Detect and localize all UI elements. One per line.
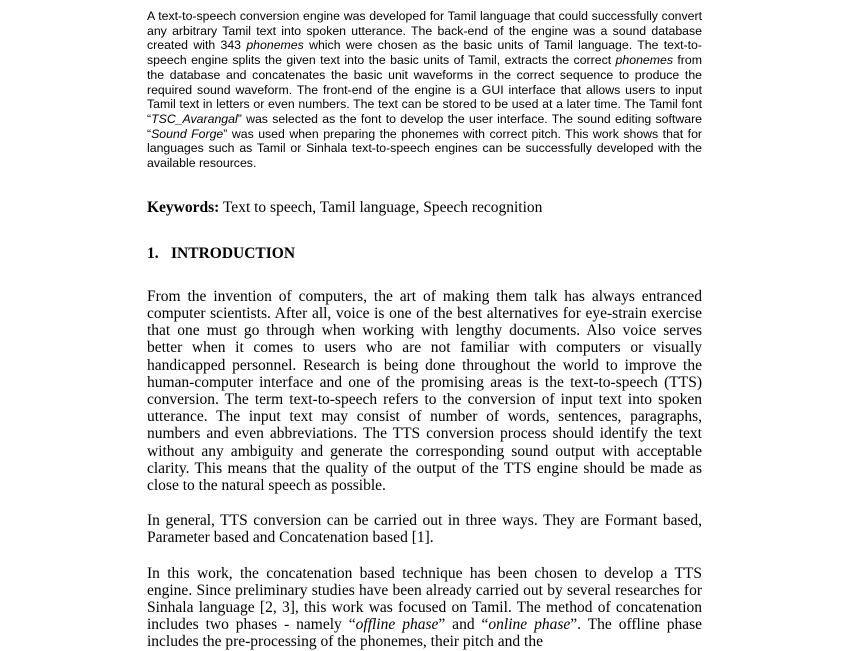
intro-paragraph-1: From the invention of computers, the art of making them talk has always entranced computer scientists. After all, voice is one of the best alternatives for eye-strain exercise that one must go through when working with lengthy documents. Also voice serves better when it comes to users who are not familiar with computers or visually handicapped personnel. Research is being done throughout the world to improve the human-computer interface and one of the promising areas is the text-to-speech (TTS) conversion. The term text-to-speech refers to the conversion of input text into spoken utterance. The input text may consist of number of words, sentences, paragraphs, numbers and even abbreviations. The TTS conversion process should identify the text without any ambiguity and generate the corresponding sound output with acceptable clarity. This means that the quality of the output of the TTS engine should be made as close to the natural speech as possible. [147, 287, 702, 494]
term-online-phase: online phase [488, 616, 571, 634]
keywords-text: Text to speech, Tamil language, Speech recognition [219, 198, 543, 216]
section-title: INTRODUCTION [171, 244, 296, 262]
intro-paragraph-2: In general, TTS conversion can be carried out in three ways. They are Formant based, Parameter based and Concatenation based [1]. [147, 512, 702, 547]
term-offline-phase: offline phase [355, 616, 439, 634]
paper-page [147, 9, 702, 651]
abstract-term-software: Sound Forge [151, 126, 224, 141]
abstract-text-4: ” was selected as the font to develop the user interface. The sound editing software “ [147, 111, 702, 141]
abstract-text-5: ” was used when preparing the phonemes with correct pitch. This work shows that for languages such as Tamil or Sinhala text-to-speech engines can be successfully developed with the available resources. [147, 126, 703, 171]
paragraph-3-text-2: ” and “ [438, 616, 489, 634]
paragraph-3-text-1: In this work, the concatenation based technique has been chosen to develop a TTS engine. Since preliminary studies have been already carried out by several researches for Sinhala language [2, 3], this work was focused on Tamil. The method of concatenation includes two phases - namely “ [147, 564, 702, 634]
abstract-text-2: which were chosen as the basic units of Tamil language. The text-to-speech engine splits the given text into the basic units of Tamil, extracts the correct [147, 38, 702, 68]
abstract-text-3: from the database and concatenates the basic unit waveforms in the correct sequence to produce the required sound waveform. The front-end of the engine is a GUI interface that allows users to input Tamil text in letters or even numbers. The text can be stored to be used at a later time. The Tamil font “ [147, 53, 702, 126]
abstract-term-font: TSC_Avarangal [151, 111, 238, 126]
keywords-label: Keywords: [147, 198, 220, 216]
abstract [147, 9, 702, 171]
intro-paragraph-3 [147, 565, 702, 651]
keywords [147, 199, 702, 217]
abstract-text-1: A text-to-speech conversion engine was developed for Tamil language that could successfully convert any arbitrary Tamil text into spoken utterance. The back-end of the engine was a sound database created with 343 [147, 9, 702, 53]
abstract-term-phonemes: phonemes [246, 38, 304, 53]
section-heading [147, 245, 702, 263]
paragraph-3-text-3: ”. The offline phase includes the pre-processing of the phonemes, their pitch and the [147, 616, 703, 651]
section-number: 1. [147, 244, 159, 262]
abstract-term-phonemes-2: phonemes [615, 53, 673, 68]
